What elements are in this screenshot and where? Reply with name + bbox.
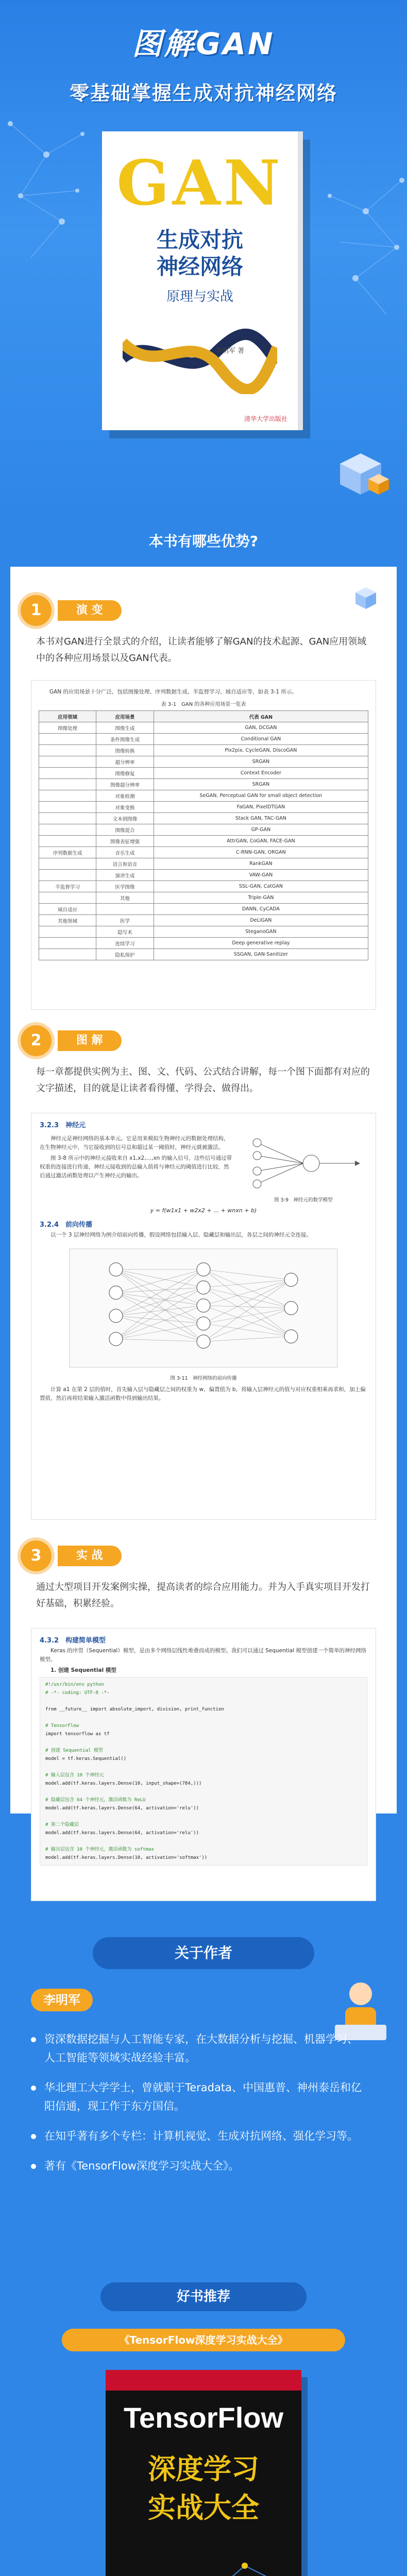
recommended-book-title: 《TensorFlow深度学习实战大全》 xyxy=(62,2329,345,2351)
code-line: # 输出层包含 10 个神经元，激活函数为 softmax xyxy=(45,1847,154,1852)
table-cell: DANN, CyCADA xyxy=(154,904,368,915)
author-bio-list xyxy=(31,2030,366,2187)
table-cell: Context Encoder xyxy=(154,768,368,779)
table-cell xyxy=(39,926,96,938)
table-cell: RankGAN xyxy=(154,858,368,870)
author-bio-item: 在知乎著有多个专栏：计算机视觉、生成对抗网络、强化学习等。 xyxy=(31,2127,366,2145)
table-cell xyxy=(39,756,96,768)
code-line: # 创建 Sequential 模型 xyxy=(45,1748,103,1753)
table-cell xyxy=(96,904,154,915)
step2-description: 每一章都提供实例为主、图、文、代码、公式结合讲解，每一个图下面都有对应的文字描述，目的就是让读者看得懂、学得会、做得出。 xyxy=(36,1066,370,1094)
network-node xyxy=(197,1335,210,1348)
author-bio-item: 著有《TensorFlow深度学习实战大全》。 xyxy=(31,2157,366,2175)
code-line: # 第二个隐藏层 xyxy=(45,1822,79,1827)
step-number-3: 3 xyxy=(21,1540,52,1571)
step-practice xyxy=(21,1540,175,1571)
network-node xyxy=(109,1263,123,1276)
table-cell: DeLiGAN xyxy=(154,915,368,926)
code-line: from __future__ import absolute_import, division, print_function xyxy=(45,1707,224,1712)
cover-tech-graphic xyxy=(121,2535,286,2576)
table-cell: Pix2pix, CycleGAN, DiscoGAN xyxy=(154,745,368,756)
forward-propagation-diagram xyxy=(59,1244,348,1372)
table-row xyxy=(39,836,368,847)
code-line: model = tf.keras.Sequential() xyxy=(45,1756,127,1761)
table-row xyxy=(39,881,368,892)
code-line xyxy=(45,1788,362,1796)
network-node xyxy=(109,1332,123,1346)
code-line xyxy=(45,1697,362,1705)
table-cell: 隐私保护 xyxy=(96,949,154,960)
table-intro-text: GAN 的应用场景十分广泛，包括图像处理、序列数据生成、半监督学习、域自适应等，如表 3-1 所示。 xyxy=(49,689,297,695)
book-cover xyxy=(102,131,303,430)
table-row xyxy=(39,904,368,915)
table-screenshot xyxy=(31,680,376,1010)
table-cell: 图像超分辨率 xyxy=(96,779,154,790)
table-cell: SeGAN, Perceptual GAN for small object detection xyxy=(154,790,368,802)
forward-figure-caption: 图 3-11 神经网络的前向传播 xyxy=(170,1376,237,1381)
network-node xyxy=(197,1281,210,1294)
table-row xyxy=(39,858,368,870)
table-cell: 图像修复 xyxy=(96,768,154,779)
table-cell: Conditional GAN xyxy=(154,734,368,745)
table-cell: AttrGAN, CoGAN, FACE-GAN xyxy=(154,836,368,847)
table-cell: 图像处理 xyxy=(39,722,96,734)
doc-subheading: 1. 创建 Sequential 模型 xyxy=(50,1667,116,1673)
hero-subtitle: 零基础掌握生成对抗神经网络 xyxy=(69,82,337,105)
table-row xyxy=(39,926,368,938)
step-label-1: 演 变 xyxy=(58,600,122,621)
table-header-cell: 应用场景 xyxy=(96,711,154,722)
table-row xyxy=(39,768,368,779)
code-line xyxy=(45,1738,362,1747)
code-line: # 隐藏层包含 64 个神经元，激活函数为 ReLU xyxy=(45,1798,146,1803)
table-cell: SSGAN, GAN-Sanitizer xyxy=(154,949,368,960)
step-label-2: 图 解 xyxy=(58,1030,122,1051)
code-line xyxy=(45,1763,362,1771)
step-evolution xyxy=(21,595,175,626)
table-cell: 图像表征增强 xyxy=(96,836,154,847)
table-row xyxy=(39,722,368,734)
table-cell: 图像生成 xyxy=(96,722,154,734)
hero-title: 图解GAN xyxy=(132,26,275,61)
network-node xyxy=(284,1301,298,1315)
code-line: # -*- coding: UTF-8 -*- xyxy=(45,1690,110,1696)
table-cell: Deep generative replay xyxy=(154,938,368,949)
cover-author: 李明军 著 xyxy=(215,347,245,355)
cover-gan-text: GAN xyxy=(116,147,283,219)
step-number-2: 2 xyxy=(21,1025,52,1056)
table-cell: 超分辨率 xyxy=(96,756,154,768)
table-cell: 图像混合 xyxy=(96,824,154,836)
table-row xyxy=(39,892,368,904)
table-cell: GP-GAN xyxy=(154,824,368,836)
doc-paragraph: Keras 的序贯（Sequential）模型，是由多个网络层线性堆叠而成的模型。我们可以通过 Sequential 模型创建一个简单的神经网络模型。 xyxy=(40,1648,366,1663)
table-cell: SSL-GAN, CatGAN xyxy=(154,881,368,892)
doc-paragraph: 计算 a1 在第 2 层的值时，首先输入层与隐藏层之间的权重为 w，偏置值为 b，将输入层神经元的值与对应权重相乘再求和，加上偏置值，然后再将结果输入激活函数中得到输出结果。 xyxy=(40,1386,366,1401)
doc-heading-forward: 3.2.4 前向传播 xyxy=(40,1221,93,1229)
table-cell xyxy=(39,813,96,824)
table-cell: SRGAN xyxy=(154,779,368,790)
cubes-decoration xyxy=(319,443,397,505)
table-cell: 音乐生成 xyxy=(96,847,154,858)
table-cell: 其他 xyxy=(96,892,154,904)
table-row xyxy=(39,813,368,824)
table-cell xyxy=(39,734,96,745)
table-cell xyxy=(39,802,96,813)
table-cell xyxy=(39,824,96,836)
cover-tensorflow-text: TensorFlow xyxy=(123,2401,284,2434)
cover-subtitle: 原理与实战 xyxy=(166,289,233,304)
table-cell: 对象变换 xyxy=(96,802,154,813)
doc-paragraph: 神经元是神经网络的基本单元。它是用来模拟生物神经元的数据处理结构，在生物神经元中，当它接收到的信号总和超过某一阈值时，神经元就被激活。 xyxy=(40,1136,229,1150)
table-row xyxy=(39,745,368,756)
cover-title-line1: 生成对抗 xyxy=(156,227,243,252)
network-node xyxy=(284,1273,298,1286)
table-cell: Stack GAN, TAC-GAN xyxy=(154,813,368,824)
neuron-page-screenshot xyxy=(31,1113,376,1520)
table-cell: C-RNN-GAN, ORGAN xyxy=(154,847,368,858)
doc-paragraph: 以一个 3 层神经网络为例介绍前向传播，假设网络包括输入层、隐藏层和输出层，各层之间的神经元全连接。 xyxy=(50,1232,312,1238)
code-line: import tensorflow as tf xyxy=(45,1732,110,1737)
table-cell: 条件图像生成 xyxy=(96,734,154,745)
table-row xyxy=(39,847,368,858)
hero-banner xyxy=(0,0,407,515)
table-cell xyxy=(39,949,96,960)
cover-publisher: 清华大学出版社 xyxy=(244,415,287,422)
table-cell xyxy=(39,892,96,904)
doc-paragraph: 图 3-8 所示中的神经元接收来自 x1,x2,…,xn 的输入信号，这些信号通过带权重的连接进行传递，神经元接收到的总输入值将与神经元的阈值进行比较，然后通过激活函数处理以产生神经元的输出。 xyxy=(40,1155,232,1179)
cover-title-line2: 神经网络 xyxy=(156,254,243,279)
table-row xyxy=(39,779,368,790)
table-cell: 医学图像 xyxy=(96,881,154,892)
table-cell: GAN, DCGAN xyxy=(154,722,368,734)
table-cell xyxy=(39,870,96,881)
code-line: # 输入层包含 10 个神经元 xyxy=(45,1773,104,1778)
table-cell xyxy=(39,768,96,779)
author-name: 李明军 xyxy=(31,1989,93,2011)
neuron-diagram xyxy=(242,1132,365,1194)
code-page-screenshot xyxy=(31,1628,376,1901)
table-header-row xyxy=(39,711,368,722)
table-row xyxy=(39,790,368,802)
doc-heading-neuron: 3.2.3 神经元 xyxy=(40,1122,86,1129)
section-title-about: 关于作者 xyxy=(93,1937,314,1969)
step-label-3: 实 战 xyxy=(58,1546,122,1566)
cover-cn-line1: 深度学习 xyxy=(148,2453,259,2485)
table-caption: 表 3-1 GAN 的各种应用场景一览表 xyxy=(161,702,246,707)
code-line: model.add(tf.keras.layers.Dense(64, activation='relu')) xyxy=(45,1831,199,1836)
author-bio-item: 华北理工大学学士，曾就职于Teradata、中国惠普、神州泰岳和亿阳信通，现工作于东方国信。 xyxy=(31,2078,366,2115)
step1-description: 本书对GAN进行全景式的介绍，让读者能够了解GAN的技术起源、GAN应用领域中的各种应用场景以及GAN代表。 xyxy=(36,636,367,664)
table-cell xyxy=(39,745,96,756)
code-line: #!/usr/bin/env python xyxy=(45,1682,104,1687)
network-decoration-right xyxy=(309,165,407,330)
code-line: # TensorFlow xyxy=(45,1723,79,1728)
gan-applications-table xyxy=(39,710,368,960)
network-node xyxy=(197,1299,210,1312)
network-node xyxy=(197,1317,210,1330)
table-cell xyxy=(39,858,96,870)
cover-cn-line2: 实战大全 xyxy=(148,2492,259,2524)
rope-knot-image xyxy=(123,312,277,394)
network-node xyxy=(109,1286,123,1299)
section-title-recommend: 好书推荐 xyxy=(100,2282,307,2311)
table-row xyxy=(39,802,368,813)
table-header-cell: 代表 GAN xyxy=(154,711,368,722)
network-decoration-left xyxy=(0,103,103,268)
table-cell: 连续学习 xyxy=(96,938,154,949)
network-node xyxy=(284,1330,298,1343)
table-cell: SteganoGAN xyxy=(154,926,368,938)
section-title-advantages: 本书有哪些优势? xyxy=(93,526,314,557)
code-line: model.add(tf.keras.layers.Dense(64, activation='relu')) xyxy=(45,1806,199,1811)
table-row xyxy=(39,870,368,881)
table-cell: 序列数据生成 xyxy=(39,847,96,858)
step-illustration xyxy=(21,1025,175,1056)
network-node xyxy=(197,1263,210,1276)
table-cell: 演讲生成 xyxy=(96,870,154,881)
code-line xyxy=(45,1812,362,1821)
table-cell: 语言和语音 xyxy=(96,858,154,870)
author-bio-item: 资深数据挖掘与人工智能专家，在大数据分析与挖掘、机器学习、人工智能等领域实战经验丰富。 xyxy=(31,2030,366,2067)
neuron-formula: y = f(w1x1 + w2x2 + … + wnxn + b) xyxy=(150,1207,257,1214)
table-cell xyxy=(39,938,96,949)
code-line xyxy=(45,1714,362,1722)
table-row xyxy=(39,938,368,949)
table-cell xyxy=(39,779,96,790)
doc-heading-model: 4.3.2 构建简单模型 xyxy=(40,1637,106,1645)
table-cell: 半监督学习 xyxy=(39,881,96,892)
table-cell: SRGAN xyxy=(154,756,368,768)
code-line: model.add(tf.keras.layers.Dense(10, input_shape=(784,))) xyxy=(45,1781,202,1786)
neuron-figure-caption: 图 3-9 神经元的数学模型 xyxy=(274,1197,333,1203)
table-cell: 图像转换 xyxy=(96,745,154,756)
table-row xyxy=(39,824,368,836)
code-block xyxy=(40,1677,367,1866)
table-cell: FaGAN, PixelDTGAN xyxy=(154,802,368,813)
network-node xyxy=(109,1309,123,1323)
step-number-1: 1 xyxy=(21,595,52,626)
code-line xyxy=(45,1837,362,1845)
table-header-cell: 应用领域 xyxy=(39,711,96,722)
table-cell: 文本到图像 xyxy=(96,813,154,824)
table-cell: VAW-GAN xyxy=(154,870,368,881)
table-cell: 其他领域 xyxy=(39,915,96,926)
recommended-book-cover xyxy=(106,2370,301,2576)
table-cell: 医学 xyxy=(96,915,154,926)
table-cell: Triple-GAN xyxy=(154,892,368,904)
table-row xyxy=(39,756,368,768)
table-cell xyxy=(39,836,96,847)
table-cell xyxy=(39,790,96,802)
table-cell: 隐写术 xyxy=(96,926,154,938)
code-line: model.add(tf.keras.layers.Dense(10, activation='softmax')) xyxy=(45,1855,208,1860)
table-cell: 对象检测 xyxy=(96,790,154,802)
table-cell: 域自适应 xyxy=(39,904,96,915)
table-row xyxy=(39,949,368,960)
cube-corner-icon xyxy=(350,582,381,613)
cover-title xyxy=(102,227,298,280)
table-row xyxy=(39,734,368,745)
step3-description: 通过大型项目开发案例实操，提高读者的综合应用能力。并为入手真实项目开发打好基础，积累经验。 xyxy=(36,1582,370,1609)
table-row xyxy=(39,915,368,926)
